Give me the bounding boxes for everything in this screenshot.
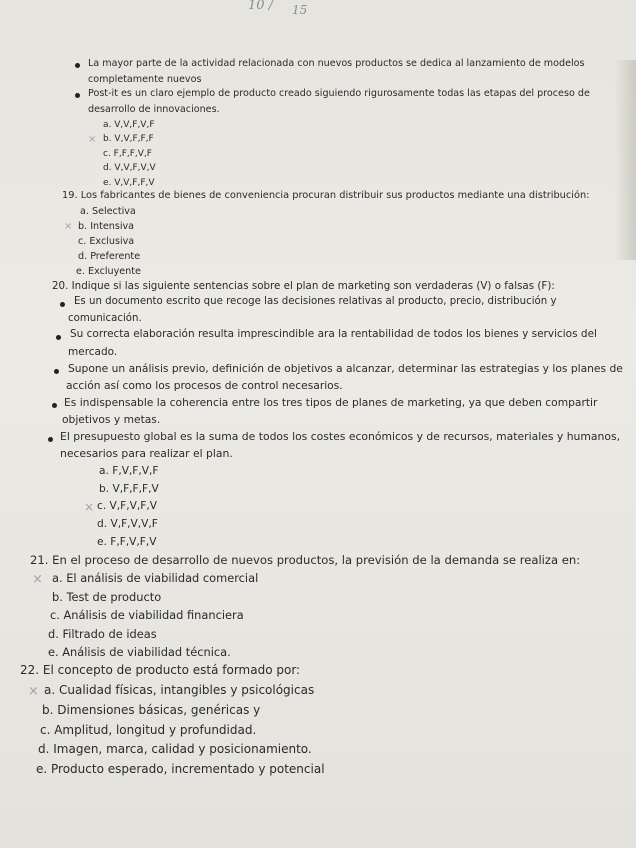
statement-line: objetivos y metas.: [62, 413, 161, 426]
answer-option: e. Excluyente: [76, 266, 141, 277]
statement-line: desarrollo de innovaciones.: [88, 104, 220, 115]
answer-option: d. V,F,V,V,F: [97, 518, 158, 530]
statement-line: La mayor parte de la actividad relacionada con nuevos productos se dedica al lanzamiento de modelos: [88, 58, 585, 69]
answer-option: a. El análisis de viabilidad comercial: [52, 571, 259, 585]
answer-option: a. Selectiva: [80, 206, 136, 217]
answer-option: e. Análisis de viabilidad técnica.: [48, 645, 231, 659]
question-title: 22. El concepto de producto está formado por:: [20, 663, 301, 677]
answer-option: d. V,V,F,V,V: [103, 163, 156, 173]
answer-option: c. Exclusiva: [78, 236, 135, 247]
statement-line: comunicación.: [68, 313, 142, 324]
answer-option: b. V,V,F,F,F: [103, 134, 154, 144]
answer-option: d. Preferente: [78, 251, 141, 262]
bullet: [60, 302, 65, 307]
handwritten-x-mark: ×: [64, 221, 73, 232]
statement-line: completamente nuevos: [88, 74, 202, 85]
handwritten-x-mark: ×: [28, 684, 39, 699]
handwritten-x-mark: ×: [84, 500, 95, 514]
handwritten-note: 15: [292, 3, 308, 17]
answer-option: a. Cualidad físicas, intangibles y psicológicas: [44, 683, 315, 697]
answer-option: a. F,V,F,V,F: [99, 465, 159, 477]
answer-option: b. V,F,F,F,V: [99, 483, 159, 495]
bullet: [52, 403, 57, 408]
statement-line: Su correcta elaboración resulta imprescindible ara la rentabilidad de todos los bienes y servicios del: [70, 328, 597, 340]
question-title: 20. Indique si las siguiente sentencias sobre el plan de marketing son verdaderas (V) o falsas (F):: [52, 280, 555, 292]
answer-option: b. Dimensiones básicas, genéricas y: [42, 703, 261, 717]
statement-line: El presupuesto global es la suma de todos los costes económicos y de recursos, materiales y humanos,: [60, 430, 621, 443]
question-title: 21. En el proceso de desarrollo de nuevos productos, la previsión de la demanda se realiza en:: [30, 553, 581, 567]
statement-line: Es indispensable la coherencia entre los tres tipos de planes de marketing, ya que deben compartir: [64, 396, 598, 409]
statement-line: Es un documento escrito que recoge las decisiones relativas al producto, precio, distribución y: [74, 296, 557, 307]
statement-line: Supone un análisis previo, definición de objetivos a alcanzar, determinar las estrategias y los planes de: [68, 362, 623, 375]
answer-option: e. Producto esperado, incrementado y potencial: [36, 762, 325, 776]
statement-line: Post-it es un claro ejemplo de producto creado siguiendo rigurosamente todas las etapas del proceso de: [88, 88, 590, 99]
answer-option: c. Análisis de viabilidad financiera: [50, 608, 244, 622]
answer-option: c. F,F,F,V,F: [103, 149, 152, 159]
answer-option: b. Intensiva: [78, 221, 135, 232]
bullet: [54, 369, 59, 374]
page-edge-shadow: [614, 60, 636, 260]
handwritten-note: 10 /: [248, 0, 274, 13]
statement-line: mercado.: [68, 346, 118, 358]
answer-option: e. F,F,V,F,V: [97, 536, 157, 548]
answer-option: e. V,V,F,F,V: [103, 178, 155, 188]
bullet: [56, 335, 61, 340]
statement-line: necesarios para realizar el plan.: [60, 447, 233, 460]
answer-option: d. Imagen, marca, calidad y posicionamiento.: [38, 742, 312, 756]
answer-option: c. Amplitud, longitud y profundidad.: [40, 723, 257, 737]
answer-option: a. V,V,F,V,F: [103, 120, 155, 130]
statement-line: acción así como los procesos de control necesarios.: [66, 379, 343, 392]
handwritten-x-mark: ×: [32, 572, 43, 587]
handwritten-x-mark: ×: [88, 134, 97, 145]
question-title: 19. Los fabricantes de bienes de conveniencia procuran distribuir sus productos mediante una distribución:: [62, 190, 590, 201]
answer-option: d. Filtrado de ideas: [48, 627, 157, 641]
bullet: [75, 63, 80, 68]
answer-option: c. V,F,V,F,V: [97, 500, 157, 512]
answer-option: b. Test de producto: [52, 590, 162, 604]
bullet: [48, 437, 53, 442]
bullet: [75, 93, 80, 98]
